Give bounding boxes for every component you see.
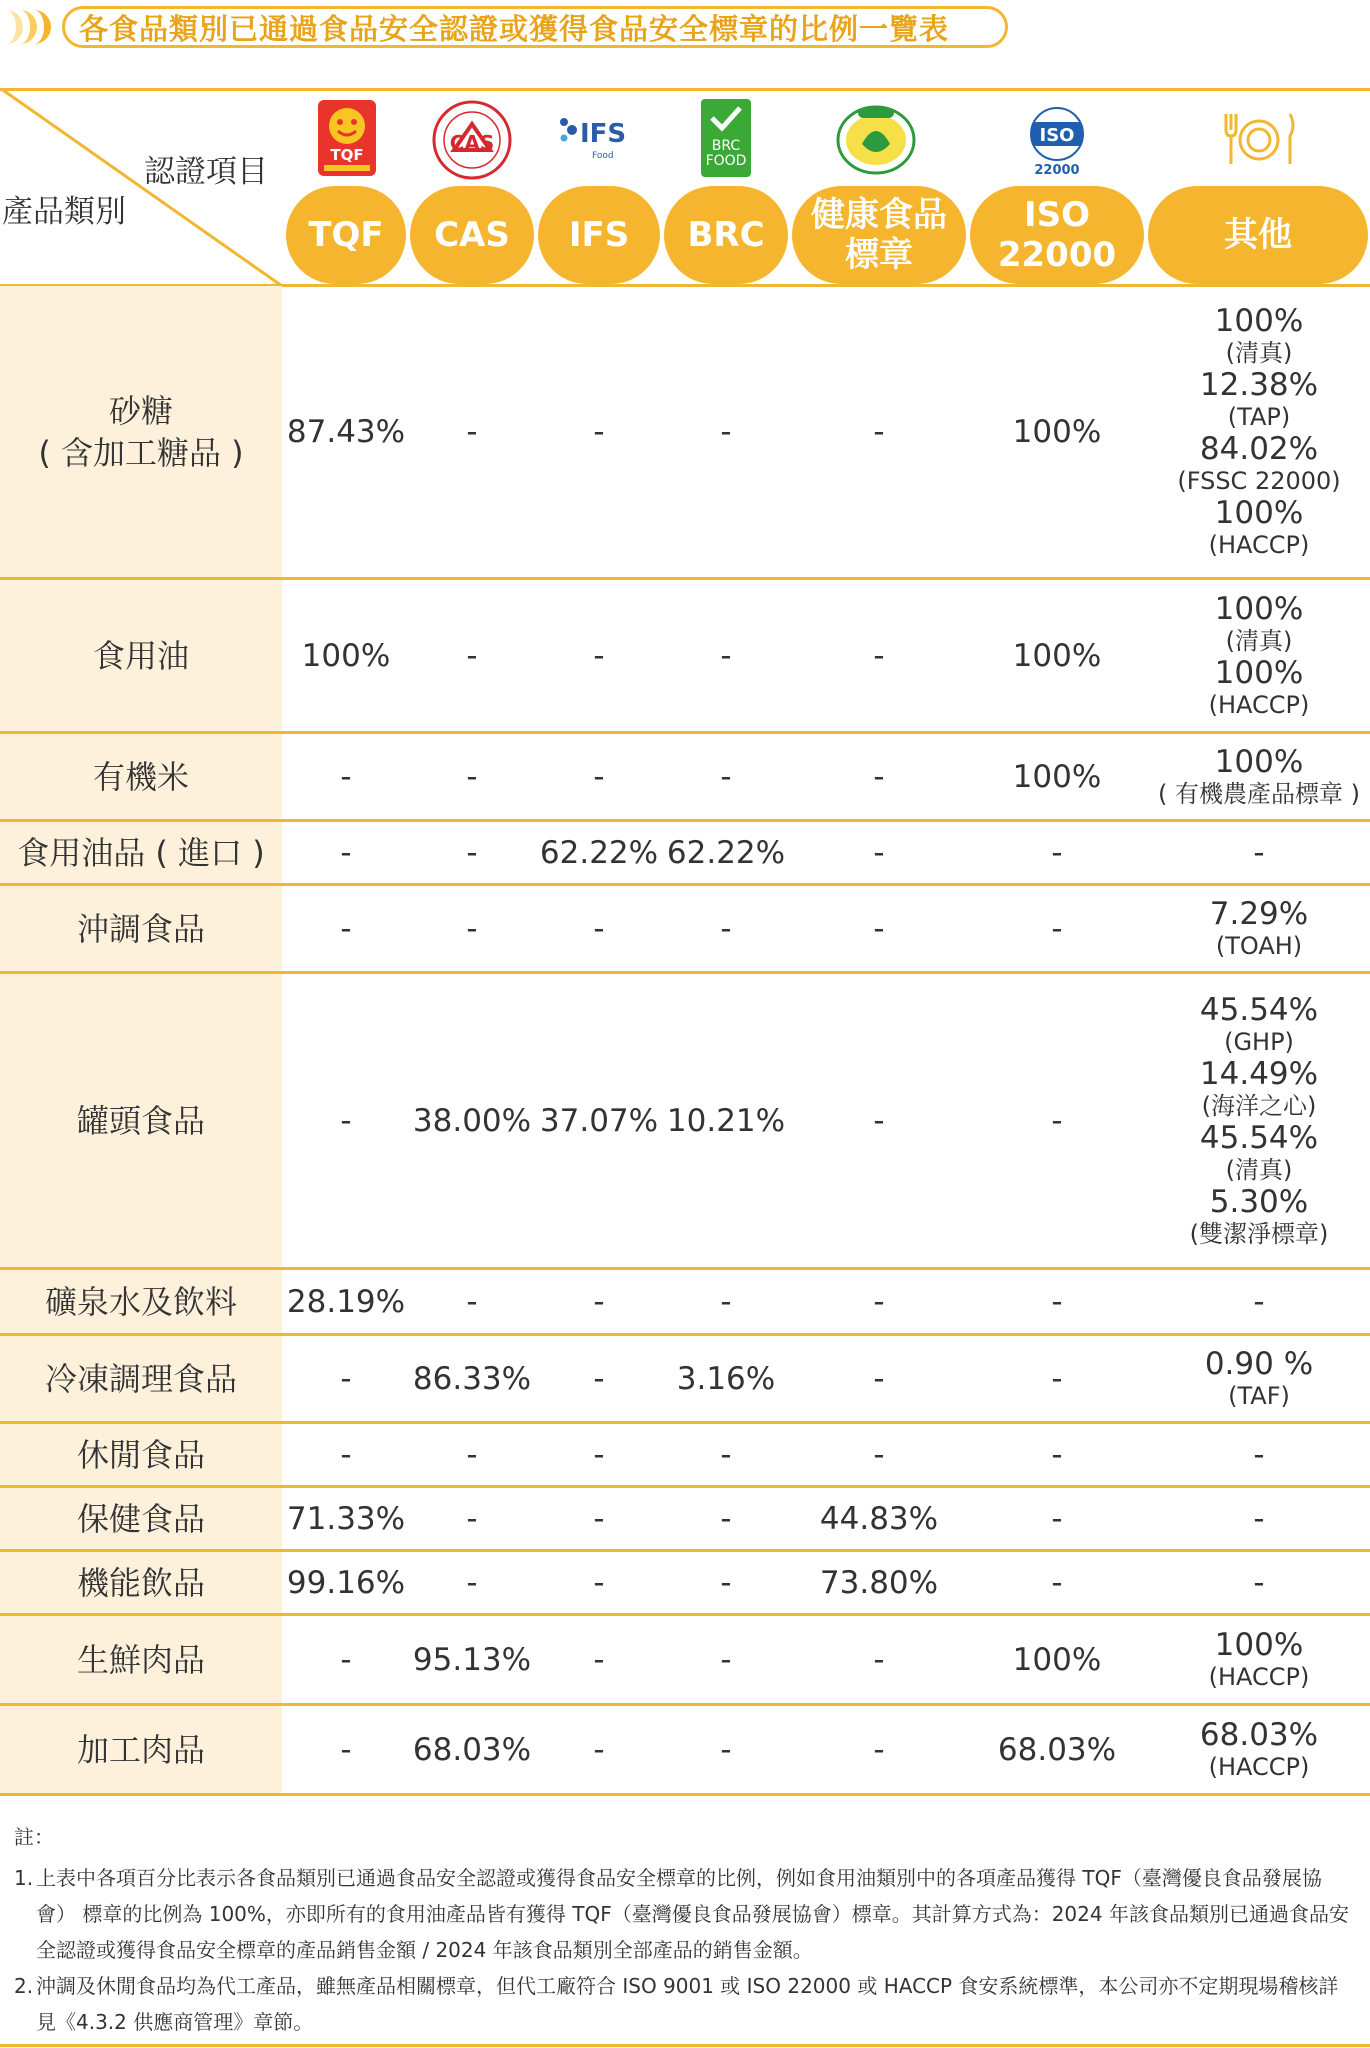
table-row (0, 822, 1370, 886)
other-cell (1148, 1706, 1370, 1793)
value-cell: 68.03% (997, 1731, 1117, 1768)
value-cell: 100% (1012, 758, 1102, 795)
other-label: (HACCP) (1208, 530, 1310, 559)
value-cell: - (593, 1731, 605, 1768)
value-cell: - (466, 910, 478, 947)
category-text: 沖調食品 (76, 909, 205, 948)
other-cell (1148, 1424, 1370, 1485)
table-row (0, 1424, 1370, 1488)
other-value: 12.38% (1199, 366, 1319, 403)
table-row (0, 580, 1370, 734)
iso-logo-text: ISO (1039, 125, 1075, 146)
other-value: 84.02% (1199, 430, 1319, 467)
value-cell: - (340, 910, 352, 947)
value-cell: - (720, 1731, 732, 1768)
category-text: 食用油品 ( 進口 ) (17, 833, 265, 872)
cas-logo (430, 98, 514, 182)
value-cell: - (1051, 910, 1063, 947)
value-cell: - (340, 834, 352, 871)
note-text: 沖調及休閒食品均為代工產品，雖無產品相關標章，但代工廠符合 ISO 9001 或 ISO 22000 或 HACCP 食安系統標準，本公司亦不定期現場稽核詳見《4.3.2 供應商管理》章節。 (36, 1974, 1339, 2034)
bottom-line (0, 2044, 1370, 2047)
other-label: (GHP) (1224, 1027, 1294, 1056)
value-cell: - (340, 1436, 352, 1473)
iso-logo-sub: 22000 (1034, 163, 1080, 176)
brc-logo (700, 98, 752, 178)
col-header-ifs: IFS (538, 186, 660, 284)
value-cell: 68.03% (412, 1731, 532, 1768)
category-text: 砂糖 (108, 391, 173, 430)
value-cell: - (1051, 1360, 1063, 1397)
value-cell: 87.43% (286, 413, 406, 450)
value-cell: - (466, 1436, 478, 1473)
brc-logo-text-2: FOOD (705, 153, 747, 169)
category-text: 礦泉水及飲料 (44, 1282, 237, 1321)
category-text: 食用油 (92, 636, 189, 675)
table-row (0, 1488, 1370, 1552)
value-cell: - (466, 1500, 478, 1537)
category-cell (0, 286, 282, 577)
brc-logo-icon (700, 98, 752, 178)
value-cell: - (466, 637, 478, 674)
value-cell: - (593, 1641, 605, 1678)
value-cell: - (340, 1360, 352, 1397)
value-cell: - (720, 1436, 732, 1473)
value-cell: - (873, 1283, 885, 1320)
category-cell (0, 1706, 282, 1793)
other-value: 68.03% (1199, 1716, 1319, 1753)
value-cell: - (466, 1564, 478, 1601)
value-cell: - (873, 1731, 885, 1768)
other-value: 100% (1214, 654, 1304, 691)
fork-plate-knife-icon (1220, 110, 1298, 168)
ifs-logo-icon (556, 108, 642, 168)
value-cell: - (593, 1564, 605, 1601)
other-value: 0.90 % (1204, 1345, 1314, 1382)
value-cell: - (873, 1360, 885, 1397)
value-cell: - (873, 834, 885, 871)
value-cell: - (720, 637, 732, 674)
other-value: 100% (1214, 302, 1304, 339)
value-cell: - (340, 1102, 352, 1139)
col-header-iso22000: ISO 22000 (970, 186, 1144, 284)
ifs-logo-sub: Food (592, 151, 614, 161)
category-label: 產品類別 (2, 194, 126, 230)
table-row (0, 1336, 1370, 1424)
note-item: 1. 上表中各項百分比表示各食品類別已通過食品安全認證或獲得食品安全標章的比例，例如食用油類別中的各項產品獲得 TQF（臺灣優良食品發展協會） 標章的比例為 100%，亦即所有的食用油產品皆有獲得 TQF（臺灣優良食品發展協會）標章。其計算方式為：2024 年該食品類別已通過食品安全認證或獲得食品安全標章的產品銷售金額 / 2024 年該食品類別全部產品的銷售金額。 (14, 1860, 1354, 1968)
table-row (0, 1706, 1370, 1796)
other-label: (清真) (1225, 626, 1293, 655)
other-label: (TAP) (1227, 402, 1291, 431)
value-cell: - (1051, 1500, 1063, 1537)
value-cell: 38.00% (412, 1102, 532, 1139)
value-cell: - (340, 758, 352, 795)
other-cell (1148, 974, 1370, 1267)
cert-label: 認證項目 (144, 154, 268, 190)
other-cell (1148, 1488, 1370, 1549)
ifs-logo (556, 108, 642, 168)
value-cell: 100% (1012, 637, 1102, 674)
other-cell (1148, 1336, 1370, 1421)
value-cell: - (720, 413, 732, 450)
other-label: (雙潔淨標章) (1189, 1219, 1329, 1248)
value-cell: - (340, 1641, 352, 1678)
value-cell: 62.22% (539, 834, 659, 871)
value-cell: 3.16% (676, 1360, 776, 1397)
value-cell: - (593, 758, 605, 795)
cas-logo-text: CAS (449, 131, 495, 155)
category-cell (0, 734, 282, 819)
value-cell: - (720, 758, 732, 795)
value-cell: 99.16% (286, 1564, 406, 1601)
category-cell (0, 1552, 282, 1613)
other-label: (HACCP) (1208, 1752, 1310, 1781)
category-cell (0, 1616, 282, 1703)
brc-logo-text-1: BRC (711, 138, 741, 154)
category-cell (0, 1270, 282, 1333)
title-bar (0, 0, 1370, 58)
notes (14, 1822, 1354, 2040)
value-cell: - (720, 1283, 732, 1320)
title-bullets-icon (2, 6, 60, 48)
other-cell (1148, 1270, 1370, 1333)
col-header-health-food: 健康食品 標章 (792, 186, 966, 284)
value-cell: - (593, 1500, 605, 1537)
category-text: 生鮮肉品 (76, 1640, 205, 1679)
other-label: (清真) (1225, 338, 1293, 367)
value-cell: - (1051, 1102, 1063, 1139)
category-cell (0, 1424, 282, 1485)
table-row (0, 1270, 1370, 1336)
other-label: (清真) (1225, 1155, 1293, 1184)
value-cell: - (720, 1641, 732, 1678)
page-title: 各食品類別已通過食品安全認證或獲得食品安全標章的比例一覽表 (79, 11, 950, 46)
category-cell (0, 1488, 282, 1549)
other-value: 14.49% (1199, 1055, 1319, 1092)
value-cell: - (1051, 1283, 1063, 1320)
other-value: 45.54% (1199, 991, 1319, 1028)
table-row (0, 734, 1370, 822)
other-label: (TAF) (1228, 1381, 1290, 1410)
value-cell: 95.13% (412, 1641, 532, 1678)
value-cell: 28.19% (286, 1283, 406, 1320)
value-cell: - (593, 637, 605, 674)
category-text: 機能飲品 (76, 1563, 205, 1602)
value-cell: - (873, 413, 885, 450)
title-pill (62, 6, 1008, 48)
value-cell: 71.33% (286, 1500, 406, 1537)
other-value: - (1253, 1283, 1265, 1320)
table-row (0, 886, 1370, 974)
other-label: (FSSC 22000) (1177, 466, 1341, 495)
health-food-logo-icon (836, 104, 916, 176)
other-label: (海洋之心) (1201, 1091, 1317, 1120)
category-text: 加工肉品 (76, 1730, 205, 1769)
other-value: - (1253, 1436, 1265, 1473)
other-value: 5.30% (1209, 1183, 1309, 1220)
cas-logo-icon (430, 98, 514, 182)
other-label: (HACCP) (1208, 690, 1310, 719)
value-cell: 73.80% (819, 1564, 939, 1601)
other-value: 7.29% (1209, 895, 1309, 932)
value-cell: 100% (1012, 413, 1102, 450)
value-cell: - (466, 758, 478, 795)
other-label: (TOAH) (1215, 931, 1303, 960)
table-row (0, 286, 1370, 580)
value-cell: 37.07% (539, 1102, 659, 1139)
other-value: 100% (1214, 494, 1304, 531)
table-row (0, 1616, 1370, 1706)
note-text: 上表中各項百分比表示各食品類別已通過食品安全認證或獲得食品安全標章的比例，例如食用油類別中的各項產品獲得 TQF（臺灣優良食品發展協會） 標章的比例為 100%，亦即所有的食用油產品皆有獲得 TQF（臺灣優良食品發展協會）標章。其計算方式為：2024 年該食品類別已通過食品安全認證或獲得食品安全標章的產品銷售金額 / 2024 年該食品類別全部產品的銷售金額。 (36, 1866, 1349, 1962)
category-text: ( 含加工糖品 ) (38, 433, 244, 472)
value-cell: 10.21% (666, 1102, 786, 1139)
table-row (0, 1552, 1370, 1616)
value-cell: - (340, 1731, 352, 1768)
notes-title: 註： (14, 1825, 54, 1849)
value-cell: - (873, 1641, 885, 1678)
col-header-tqf: TQF (286, 186, 406, 284)
ifs-logo-text: IFS (580, 119, 627, 149)
category-text: 罐頭食品 (76, 1101, 205, 1140)
value-cell: - (466, 834, 478, 871)
value-cell: - (873, 910, 885, 947)
value-cell: - (466, 413, 478, 450)
value-cell: - (720, 1500, 732, 1537)
health-food-logo (836, 104, 916, 176)
other-cell (1148, 734, 1370, 819)
value-cell: - (593, 1436, 605, 1473)
other-cell (1148, 1616, 1370, 1703)
other-value: 100% (1214, 743, 1304, 780)
category-cell (0, 886, 282, 971)
note-item: 2. 沖調及休閒食品均為代工產品，雖無產品相關標章，但代工廠符合 ISO 9001 或 ISO 22000 或 HACCP 食安系統標準，本公司亦不定期現場稽核詳見《4.3.2 供應商管理》章節。 (14, 1968, 1354, 2040)
category-text: 冷凍調理食品 (44, 1359, 237, 1398)
col-header-brc: BRC (664, 186, 788, 284)
tqf-logo-text: TQF (330, 146, 364, 164)
value-cell: - (1051, 1564, 1063, 1601)
value-cell: - (873, 1436, 885, 1473)
value-cell: - (1051, 834, 1063, 871)
col-header-cas: CAS (410, 186, 534, 284)
value-cell: 100% (301, 637, 391, 674)
value-cell: 44.83% (819, 1500, 939, 1537)
tqf-logo-icon (316, 98, 378, 178)
other-cell (1148, 822, 1370, 883)
other-cell (1148, 286, 1370, 577)
category-cell (0, 974, 282, 1267)
other-value: - (1253, 834, 1265, 871)
other-label: ( 有機農產品標章 ) (1158, 779, 1360, 808)
value-cell: - (593, 1360, 605, 1397)
value-cell: - (466, 1283, 478, 1320)
value-cell: - (593, 1283, 605, 1320)
value-cell: 86.33% (412, 1360, 532, 1397)
other-cell (1148, 886, 1370, 971)
value-cell: - (720, 1564, 732, 1601)
col-header-other: 其他 (1148, 186, 1368, 284)
category-text: 保健食品 (76, 1499, 205, 1538)
other-value: - (1253, 1500, 1265, 1537)
other-label: (HACCP) (1208, 1662, 1310, 1691)
value-cell: - (873, 637, 885, 674)
other-value: 45.54% (1199, 1119, 1319, 1156)
category-cell (0, 1336, 282, 1421)
iso-logo-icon (1018, 104, 1096, 176)
other-cell (1148, 1552, 1370, 1613)
iso-logo (1018, 104, 1096, 176)
other-value: - (1253, 1564, 1265, 1601)
table-header (0, 88, 1370, 286)
table-row (0, 974, 1370, 1270)
other-value: 100% (1214, 590, 1304, 627)
dining-icon (1220, 110, 1298, 168)
value-cell: - (593, 910, 605, 947)
category-text: 有機米 (92, 757, 189, 796)
value-cell: - (873, 758, 885, 795)
value-cell: - (593, 413, 605, 450)
value-cell: 100% (1012, 1641, 1102, 1678)
category-cell (0, 822, 282, 883)
other-cell (1148, 580, 1370, 731)
value-cell: - (720, 910, 732, 947)
value-cell: 62.22% (666, 834, 786, 871)
category-cell (0, 580, 282, 731)
value-cell: - (1051, 1436, 1063, 1473)
category-text: 休閒食品 (76, 1435, 205, 1474)
tqf-logo (316, 98, 378, 178)
other-value: 100% (1214, 1626, 1304, 1663)
value-cell: - (873, 1102, 885, 1139)
